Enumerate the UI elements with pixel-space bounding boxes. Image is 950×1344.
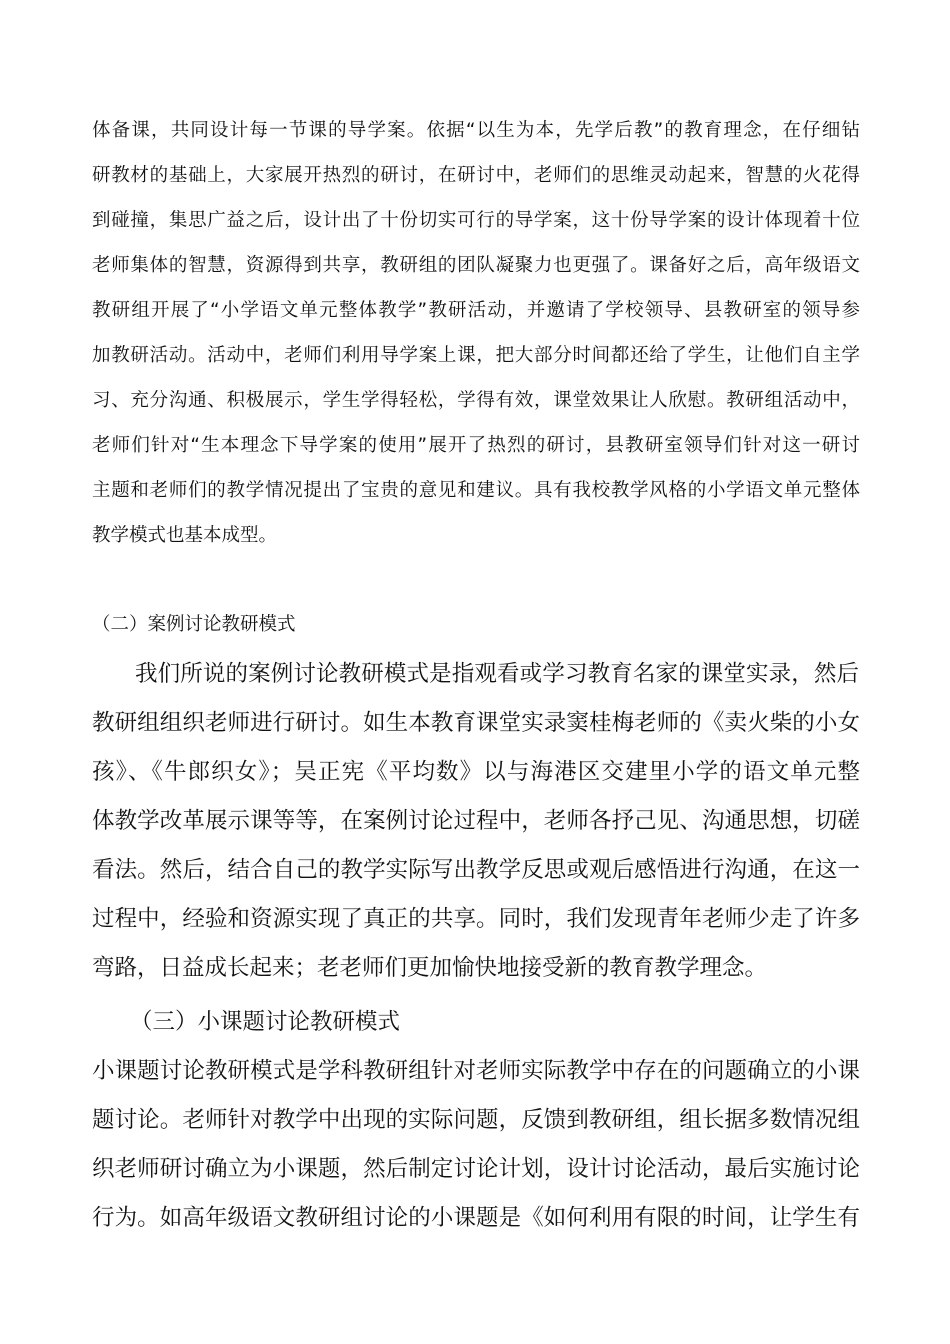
- section-heading: （三）小课题讨论教研模式: [130, 1009, 401, 1035]
- text-line: 孩》、《牛郎织女》；吴正宪《平均数》以与海港区交建里小学的语文单元整: [92, 759, 860, 785]
- text-line: 体备课，共同设计每一节课的导学案。依据“以生为本，先学后教”的教育理念，在仔细钻: [92, 120, 860, 141]
- text-line: 看法。然后，结合自己的教学实际写出教学反思或观后感悟进行沟通，在这一: [92, 857, 860, 883]
- text-line: 织老师研讨确立为小课题，然后制定讨论计划，设计讨论活动，最后实施讨论: [92, 1156, 860, 1182]
- text-line: 过程中，经验和资源实现了真正的共享。同时，我们发现青年老师少走了许多: [92, 906, 860, 932]
- text-line: 习、充分沟通、积极展示，学生学得轻松，学得有效，课堂效果让人欣慰。教研组活动中，: [92, 390, 860, 411]
- text-line: 弯路，日益成长起来；老老师们更加愉快地接受新的教育教学理念。: [92, 955, 768, 981]
- text-line: 我们所说的案例讨论教研模式是指观看或学习教育名家的课堂实录，然后: [135, 661, 859, 687]
- text-line: 小课题讨论教研模式是学科教研组针对老师实际教学中存在的问题确立的小课: [92, 1058, 860, 1084]
- text-line: 教研组组织老师进行研讨。如生本教育课堂实录窦桂梅老师的《卖火柴的小女: [92, 710, 860, 736]
- text-line: 题讨论。老师针对教学中出现的实际问题，反馈到教研组，组长据多数情况组: [92, 1107, 860, 1133]
- text-line: 行为。如高年级语文教研组讨论的小课题是《如何利用有限的时间，让学生有: [92, 1205, 860, 1231]
- text-line: 主题和老师们的教学情况提出了宝贵的意见和建议。具有我校教学风格的小学语文单元整体: [92, 480, 860, 501]
- section-heading: （二）案例讨论教研模式: [92, 614, 296, 635]
- text-line: 体教学改革展示课等等，在案例讨论过程中，老师各抒己见、沟通思想，切磋: [92, 808, 860, 834]
- text-line: 老师集体的智慧，资源得到共享，教研组的团队凝聚力也更强了。课备好之后，高年级语文: [92, 255, 860, 276]
- text-line: 教学模式也基本成型。: [92, 525, 278, 546]
- text-line: 老师们针对“生本理念下导学案的使用”展开了热烈的研讨，县教研室领导们针对这一研讨: [92, 435, 860, 456]
- text-line: 到碰撞，集思广益之后，设计出了十份切实可行的导学案，这十份导学案的设计体现着十位: [92, 210, 860, 231]
- text-line: 加教研活动。活动中，老师们利用导学案上课，把大部分时间都还给了学生，让他们自主学: [92, 345, 860, 366]
- text-line: 研教材的基础上，大家展开热烈的研讨，在研讨中，老师们的思维灵动起来，智慧的火花得: [92, 165, 860, 186]
- text-line: 教研组开展了“小学语文单元整体教学”教研活动，并邀请了学校领导、县教研室的领导参: [92, 300, 860, 321]
